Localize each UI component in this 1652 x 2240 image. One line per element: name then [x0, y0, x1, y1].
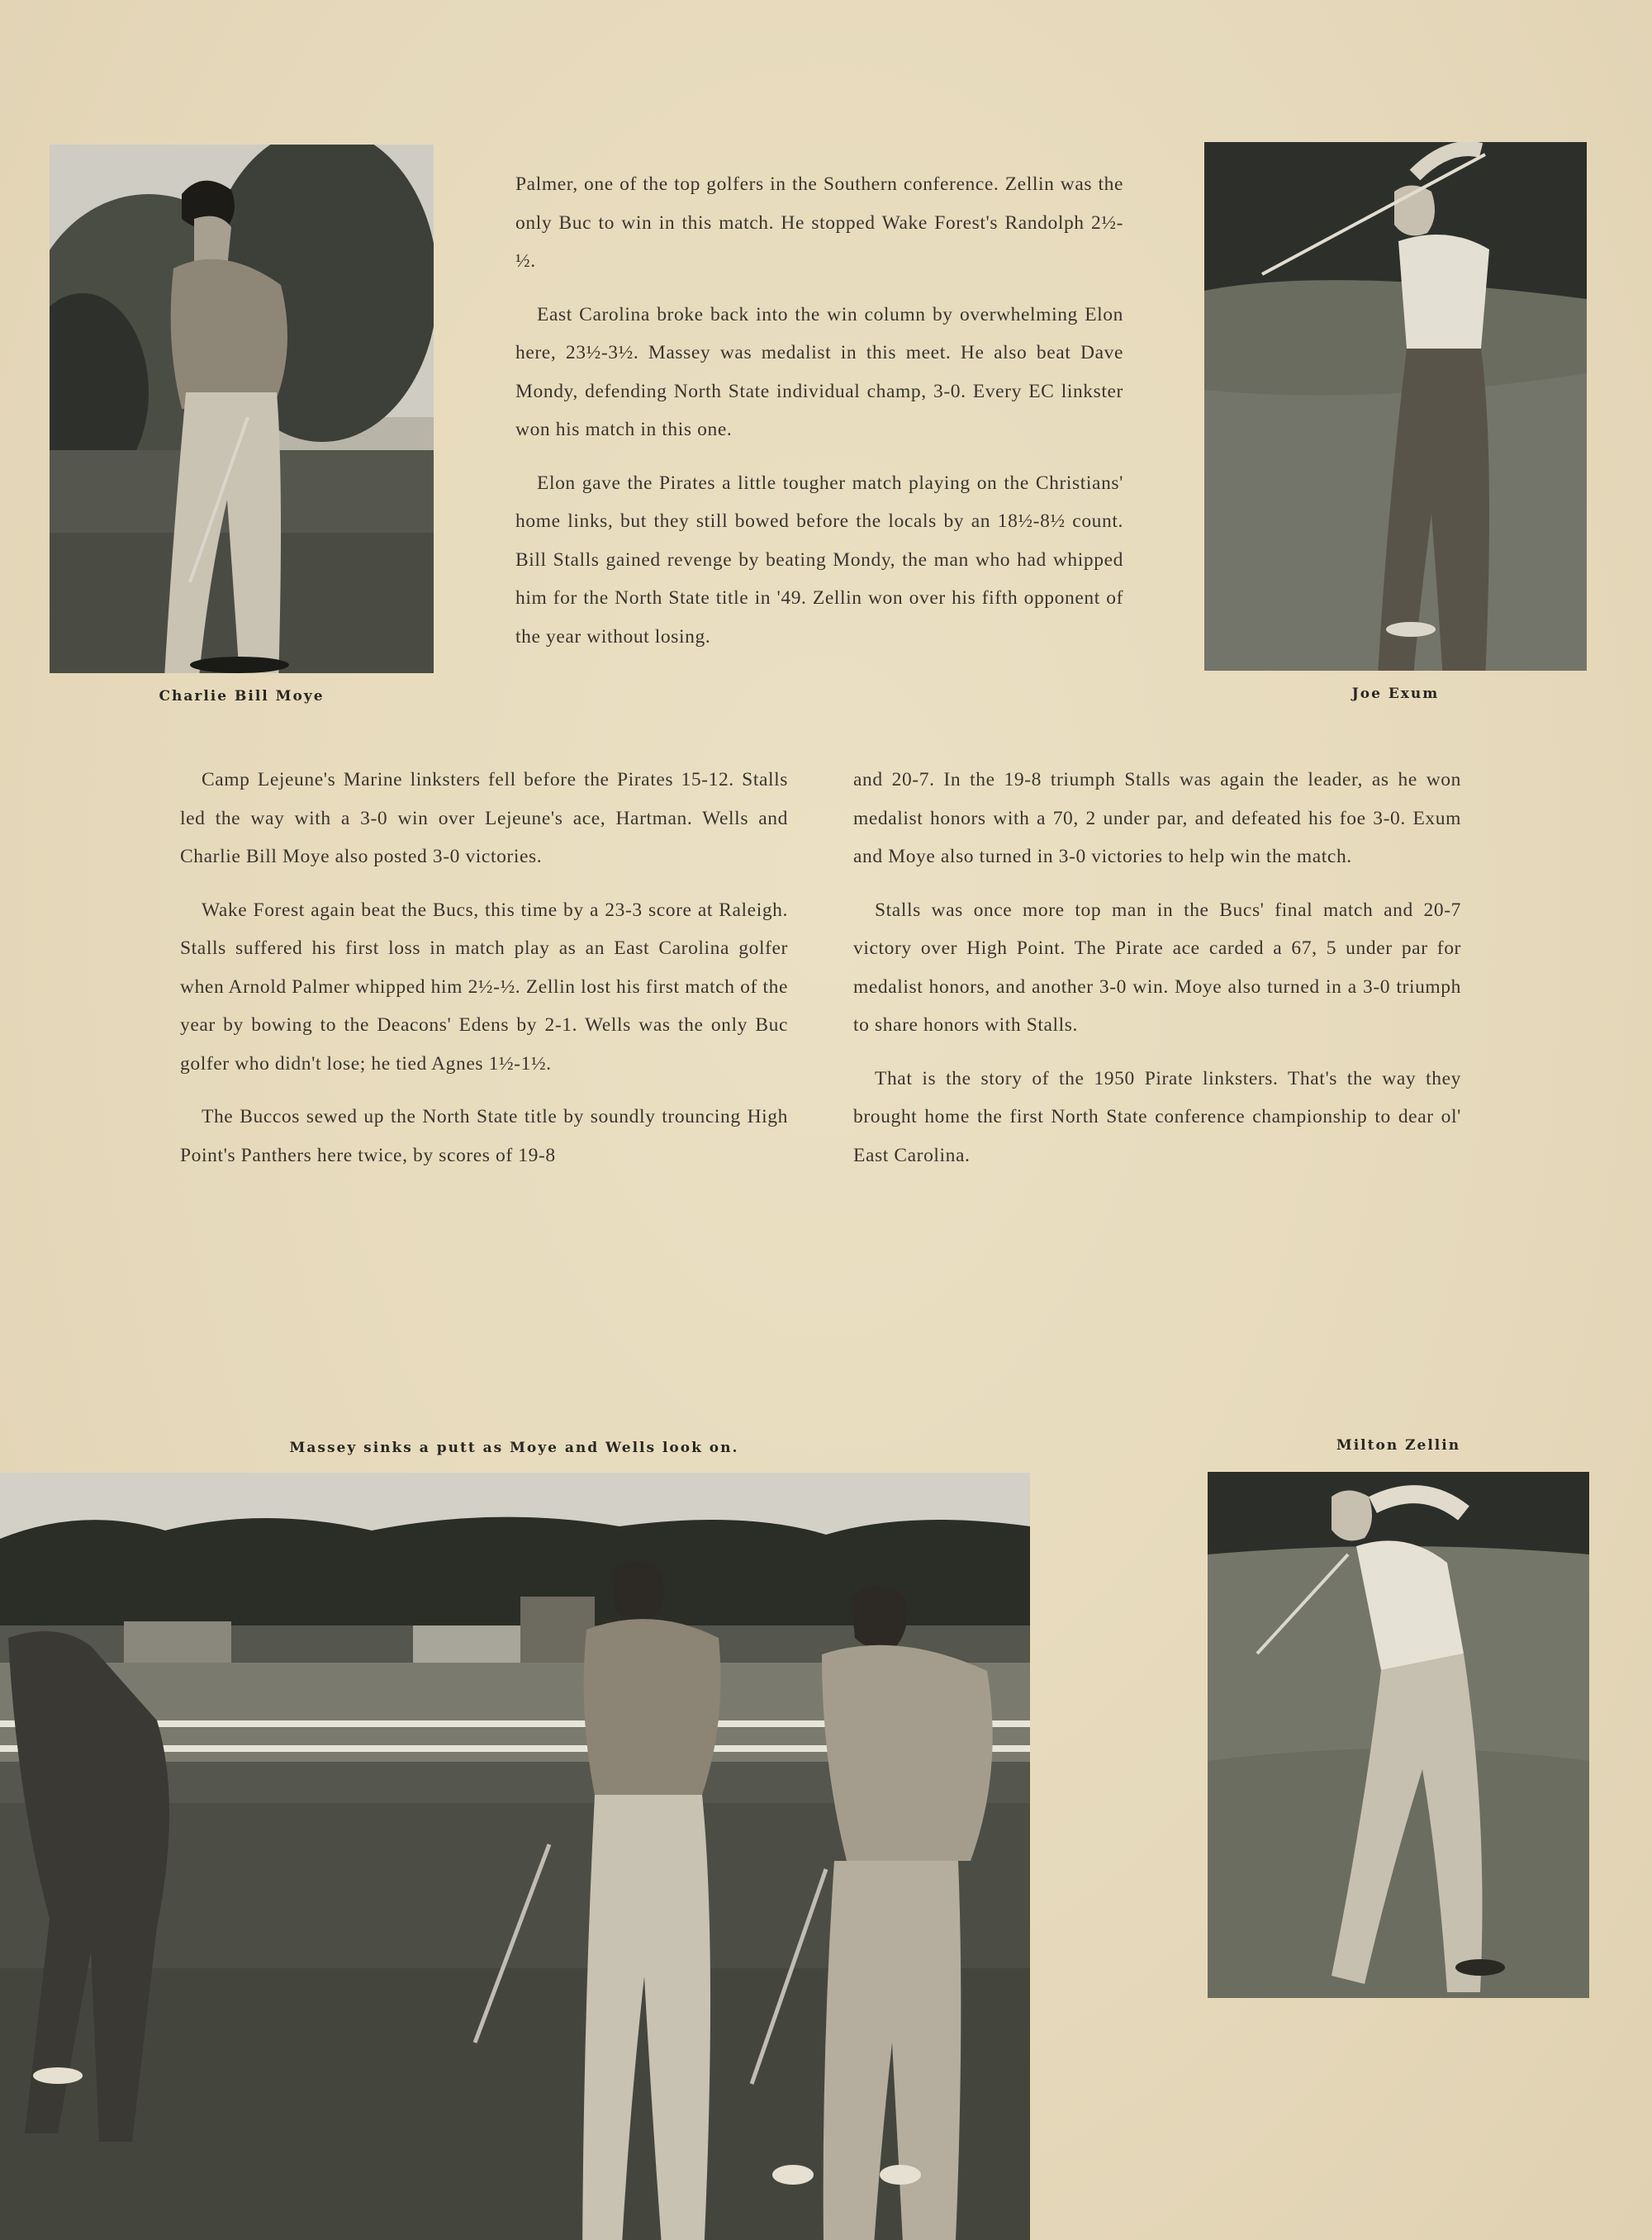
- top-paragraph-2: East Carolina broke back into the win column by overwhelming Elon here, 23½-3½. Massey was medalist in this meet. He also beat Dave Mondy, defending North State individual champ, 3-0. Every EC linkster won his match in this one.: [515, 303, 1123, 440]
- left-paragraph-3: The Buccos sewed up the North State title by soundly trouncing High Point's Panthers here twice, by scores of 19-8: [180, 1106, 788, 1166]
- golfer-follow-through-image: [1208, 1472, 1589, 1998]
- caption-exum: Joe Exum: [1351, 686, 1440, 702]
- right-column: [853, 761, 1461, 1189]
- golfer-swing-image: [1204, 142, 1587, 671]
- golfer-putting-image: [50, 145, 434, 673]
- right-paragraph-3: That is the story of the 1950 Pirate linksters. That's the way they brought home the first North State conference championship to dear ol' East Carolina.: [853, 1067, 1461, 1166]
- photo-milton-zellin: [1208, 1472, 1589, 1998]
- caption-moye: Charlie Bill Moye: [159, 688, 325, 705]
- right-paragraph-1: and 20-7. In the 19-8 triumph Stalls was again the leader, as he won medalist honors with a 70, 2 under par, and defeated his foe 3-0. Exum and Moye also turned in 3-0 victories to help win the match.: [853, 769, 1461, 867]
- photo-charlie-bill-moye: [50, 145, 434, 673]
- top-paragraph-3: Elon gave the Pirates a little tougher match playing on the Christians' home links, but they still bowed before the locals by an 18½-8½ count. Bill Stalls gained revenge by beating Mondy, the man who had whipped him for the North State title in '49. Zellin won over his fifth opponent of the year without losing.: [515, 472, 1123, 648]
- left-column: [180, 761, 788, 1189]
- left-paragraph-1: Camp Lejeune's Marine linksters fell before the Pirates 15-12. Stalls led the way with a 3-0 win over Lejeune's ace, Hartman. Wells and Charlie Bill Moye also posted 3-0 victories.: [180, 769, 788, 867]
- group-putting-image: [0, 1473, 1030, 2240]
- top-center-column: [515, 165, 1123, 671]
- left-paragraph-2: Wake Forest again beat the Bucs, this time by a 23-3 score at Raleigh. Stalls suffered his first loss in match play as an East Carolina golfer when Arnold Palmer whipped him 2½-½. Zellin lost his first match of the year by bowing to the Deacons' Edens by 2-1. Wells was the only Buc golfer who didn't lose; he tied Agnes 1½-1½.: [180, 899, 788, 1075]
- top-paragraph-1: Palmer, one of the top golfers in the Southern conference. Zellin was the only Buc to win in this match. He stopped Wake Forest's Randolph 2½-½.: [515, 173, 1123, 272]
- caption-zellin: Milton Zellin: [1336, 1437, 1461, 1454]
- photo-group-putting: [0, 1473, 1030, 2240]
- caption-group: Massey sinks a putt as Moye and Wells look on.: [289, 1440, 739, 1456]
- photo-joe-exum: [1204, 142, 1587, 671]
- right-paragraph-2: Stalls was once more top man in the Bucs' final match and 20-7 victory over High Point. The Pirate ace carded a 67, 5 under par for medalist honors, and another 3-0 win. Moye also turned in a 3-0 triumph to share honors with Stalls.: [853, 899, 1461, 1036]
